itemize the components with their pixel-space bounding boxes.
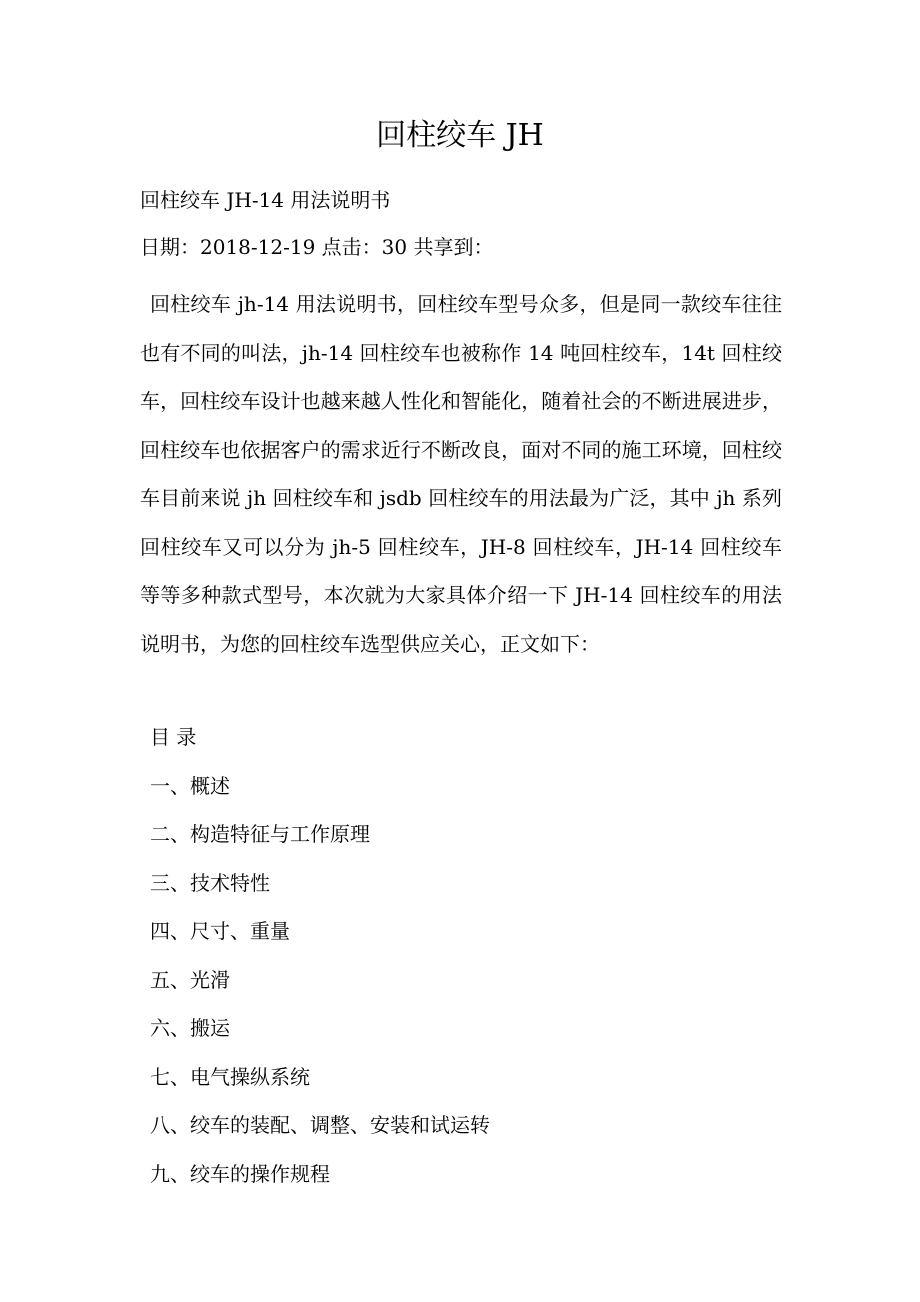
document-subtitle: 回柱绞车 JH-14 用法说明书 xyxy=(140,188,391,212)
document-title: 回柱绞车 JH xyxy=(376,118,544,153)
toc-item-2: 二、构造特征与工作原理 xyxy=(150,822,370,846)
toc-item-5: 五、光滑 xyxy=(150,967,230,992)
toc-item-8: 八、绞车的装配、调整、安装和试运转 xyxy=(150,1113,490,1137)
toc-item-1: 一、概述 xyxy=(150,773,230,798)
toc-item-9: 九、绞车的操作规程 xyxy=(150,1161,330,1186)
toc-heading: 目 录 xyxy=(150,725,197,749)
toc-item-4: 四、尺寸、重量 xyxy=(150,919,290,943)
document-meta: 日期：2018-12-19 点击：30 共享到： xyxy=(140,235,494,259)
toc-item-7: 七、电气操纵系统 xyxy=(150,1064,310,1089)
document-body-paragraph: 回柱绞车 jh-14 用法说明书，回柱绞车型号众多，但是同一款绞车往往也有不同的叫法，jh-14 回柱绞车也被称作 14 吨回柱绞车，14t 回柱绞车，回柱绞车设计也越来越人性化和智能化，随着社会的不断进展进步，回柱绞车也依据客户的需求近行不断改良，面对不同的施工环境，回柱绞车目前来说 jh 回柱绞车和 jsdb 回柱绞车的用法最为广泛，其中 jh 系列回柱绞车又可以分为 jh-5 回柱绞车，JH-8 回柱绞车，JH-14 回柱绞车等等多种款式型号，本次就为大家具体介绍一下 JH-14 回柱绞车的用法说明书，为您的回柱绞车选型供应关心，正文如下： xyxy=(140,292,782,656)
toc-item-6: 六、搬运 xyxy=(150,1016,230,1040)
toc-item-3: 三、技术特性 xyxy=(150,870,270,895)
table-of-contents xyxy=(150,713,490,1198)
